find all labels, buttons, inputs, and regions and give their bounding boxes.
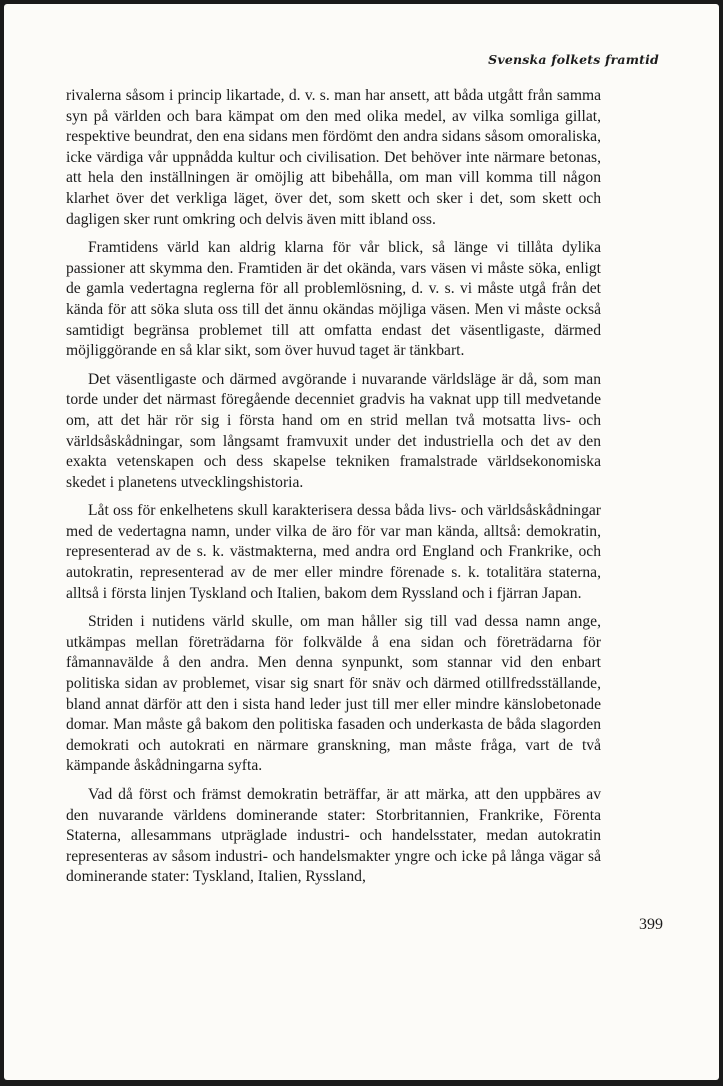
book-page xyxy=(4,4,719,1080)
paragraph-4: Låt oss för enkelhetens skull karakterisera dessa båda livs- och världsåskådningar med de vedertagna namn, under vilka de äro för var man kända, alltså: demokratin, representerad av de s. k. västmakterna, med andra ord England och Frankrike, och autokratin, representerad av de mer eller mindre förenade s. k. totalitära staterna, alltså i första linjen Tyskland och Italien, bakom dem Ryssland och i fjärran Japan. xyxy=(66,502,601,602)
page-number: 399 xyxy=(639,916,663,933)
paragraph-2: Framtidens värld kan aldrig klarna för vår blick, så länge vi tillåta dylika passioner att skymma den. Framtiden är det okända, vars väsen vi måste söka, enligt de gamla vedertagna reglerna för all problemlösning, d. v. s. vi måste utgå från det kända för att söka sluta oss till det ännu okändas möjliga väsen. Men vi måste också samtidigt begränsa problemet till att omfatta endast det väsentligaste, därmed möjliggörande en så klar sikt, som över huvud taget är tänkbart. xyxy=(66,239,601,360)
running-head-title: Svenska folkets framtid xyxy=(488,52,659,67)
paragraph-3: Det väsentligaste och därmed avgörande i nuvarande världsläge är då, som man torde under det närmast föregående decenniet gradvis ha vaknat upp till medvetande om, att det här rör sig i första hand om en strid mellan två motsatta livs- och världsåskådningar, som långsamt framvuxit under det industriella och det av den exakta vetenskapen och dess skapelse tekniken framalstrade världsekonomiska skedet i planetens utvecklingshistoria. xyxy=(66,370,601,491)
body-text xyxy=(66,86,601,896)
paragraph-1: rivalerna såsom i princip likartade, d. v. s. man har ansett, att båda utgått från samma syn på världen och bara kämpat om den med olika medel, av vilka somliga gillat, respektive beundrat, den ena sidans men fördömt den andra sidans såsom omoraliska, icke värdiga vår uppnådda kultur och civilisation. Det behöver inte närmare betonas, att hela den inställningen är omöjlig att bibehålla, om man vill komma till någon klarhet över det verkliga läget, över det, som skett och sker i det, som skett och dagligen sker runt omkring och delvis även mitt ibland oss. xyxy=(66,87,601,228)
paragraph-6: Vad då först och främst demokratin beträffar, är att märka, att den uppbäres av den nuvarande världens dominerande stater: Storbritannien, Frankrike, Förenta Staterna, allesammans utpräglade industri- och handelsstater, medan autokratin representeras av såsom industri- och handelsmakter yngre och icke på långa vägar så dominerande stater: Tyskland, Italien, Ryssland, xyxy=(66,786,601,886)
paragraph-5: Striden i nutidens värld skulle, om man håller sig till vad dessa namn ange, utkämpas mellan företrädarna för folkvälde å ena sidan och företrädarna för fåmannavälde å den andra. Men denna synpunkt, som stannar vid den enbart politiska sidan av problemet, visar sig snart för snäv och därmed otillfredsställande, bland annat därför att den i sista hand leder just till mer eller mindre känslobetonade domar. Man måste gå bakom den politiska fasaden och underkasta de båda slagorden demokrati och autokrati en närmare granskning, man måste fråga, vart de två kämpande åskådningarna syfta. xyxy=(66,613,601,775)
